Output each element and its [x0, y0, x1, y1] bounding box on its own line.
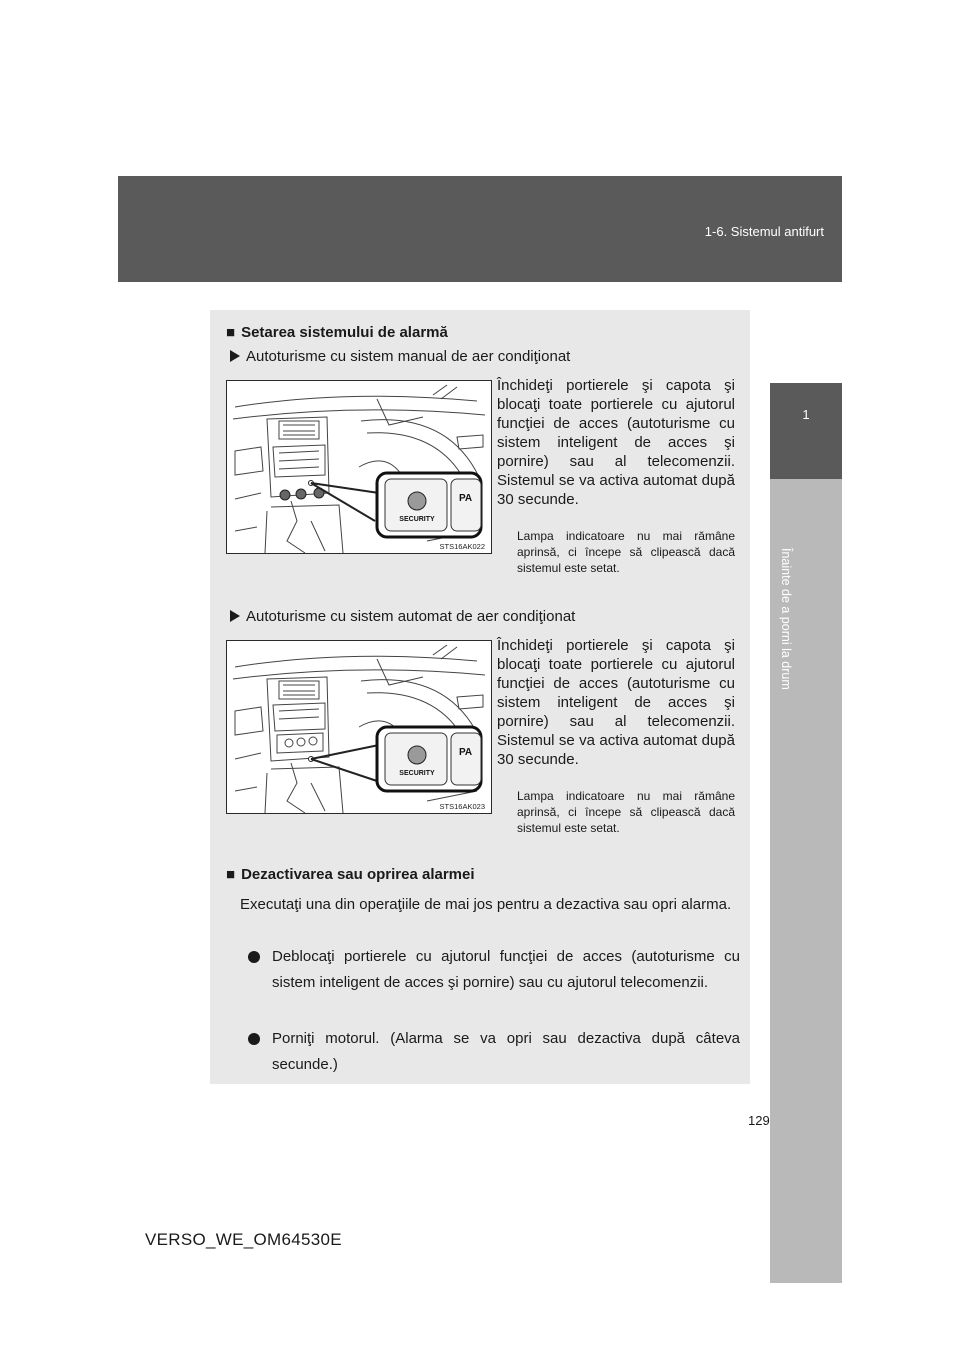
list-item: [250, 1026, 740, 1078]
manual-note: Lampa indicatoare nu mai rămâne aprinsă, ci începe să clipească dacă sistemul este setat.: [517, 529, 735, 575]
pa-button-label: PA: [459, 493, 473, 504]
deactivate-heading: [226, 866, 475, 883]
section-heading: 1-6. Sistemul antifurt: [704, 224, 824, 239]
deactivate-title: Dezactivarea sau oprirea alarmei: [241, 866, 475, 883]
security-button-label: SECURITY: [399, 770, 435, 777]
manual-subheading: [230, 348, 570, 365]
list-item-text: Porniţi motorul. (Alarma se va opri sau dezactiva după câteva secunde.): [272, 1030, 740, 1073]
document-code: VERSO_WE_OM64530E: [145, 1230, 342, 1249]
triangle-bullet-icon: [230, 610, 240, 622]
figure-id: STS16AK022: [439, 542, 485, 551]
figure-id: STS16AK023: [439, 802, 485, 811]
automatic-subheading: [230, 608, 575, 625]
automatic-note: Lampa indicatoare nu mai rămâne aprinsă, ci începe să clipească dacă sistemul este setat.: [517, 789, 735, 835]
dashboard-illustration: [227, 641, 491, 813]
automatic-instructions: Închideţi portierele şi capota şi blocaţi toate portierele cu ajutorul funcţiei de acces (autoturisme cu sistem inteligent de acces şi pornire) sau al telecomenzii. Sistemul se va activa automat după 30 secunde.: [497, 637, 735, 768]
automatic-subtitle: Autoturisme cu sistem automat de aer condiţionat: [246, 608, 576, 625]
setting-heading: [226, 324, 448, 341]
setting-title: Setarea sistemului de alarmă: [241, 324, 448, 341]
header-band: [118, 176, 842, 282]
circle-bullet-icon: [248, 951, 260, 963]
dashboard-illustration: [227, 381, 491, 553]
security-button-label: SECURITY: [399, 516, 435, 523]
circle-bullet-icon: [248, 1033, 260, 1045]
automatic-ac-figure: [226, 640, 492, 814]
chapter-title: Înainte de a porni la drum: [779, 548, 793, 690]
triangle-bullet-icon: [230, 350, 240, 362]
manual-ac-figure: [226, 380, 492, 554]
square-bullet-icon: ■: [226, 866, 236, 883]
manual-subtitle: Autoturisme cu sistem manual de aer condiţionat: [246, 348, 571, 365]
page-number: 129: [748, 1113, 770, 1128]
deactivate-intro: Executaţi una din operaţiile de mai jos pentru a dezactiva sau opri alarma.: [240, 896, 732, 913]
chapter-tab: [770, 383, 842, 479]
list-item: [250, 944, 740, 996]
square-bullet-icon: ■: [226, 324, 236, 341]
pa-button-label: PA: [459, 747, 473, 758]
list-item-text: Deblocaţi portierele cu ajutorul funcţiei de acces (autoturisme cu sistem inteligent de acces şi pornire) sau cu ajutorul telecomenzii.: [272, 948, 740, 991]
chapter-number: 1: [802, 407, 810, 422]
manual-instructions: Închideţi portierele şi capota şi blocaţi toate portierele cu ajutorul funcţiei de acces (autoturisme cu sistem inteligent de acces şi pornire) sau al telecomenzii. Sistemul se va activa automat după 30 secunde.: [497, 377, 735, 508]
content-panel: [210, 310, 750, 1084]
